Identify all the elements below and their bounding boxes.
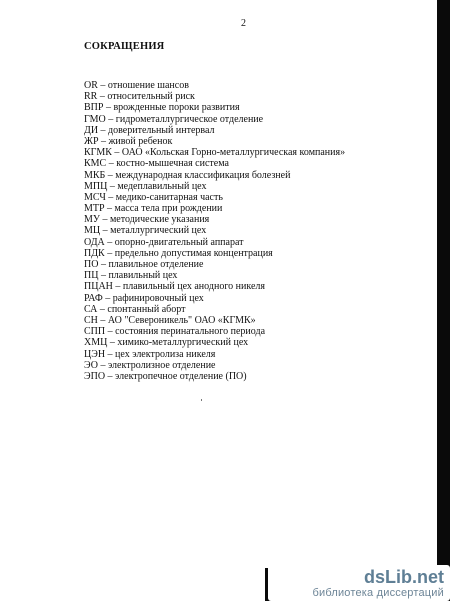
list-item: ОДА – опорно-двигательный аппарат [84, 236, 244, 248]
list-item: ЭПО – электропечное отделение (ПО) [84, 370, 247, 382]
list-item: ПДК – предельно допустимая концентрация [84, 247, 273, 259]
scan-border-right [437, 0, 450, 568]
list-item: OR – отношение шансов [84, 80, 189, 91]
list-item: RR – относительный риск [84, 91, 195, 103]
watermark-subtitle: библиотека диссертаций [312, 587, 444, 599]
watermark-logo: dsLib.net [364, 567, 444, 587]
watermark [268, 565, 450, 601]
page-number: 2 [241, 18, 246, 29]
list-item: ЖР – живой ребенок [84, 135, 173, 147]
list-item: КМС – костно-мышечная система [84, 158, 229, 170]
list-item: МТР – масса тела при рождении [84, 203, 223, 215]
list-item: ЭО – электролизное отделение [84, 359, 216, 371]
list-item: МУ – методические указания [84, 214, 210, 226]
list-item: СА – спонтанный аборт [84, 303, 186, 315]
abbreviations-list [84, 80, 345, 382]
list-item: МПЦ – медеплавильный цех [84, 180, 207, 192]
scan-speck [201, 399, 202, 401]
list-item: РАФ – рафинировочный цех [84, 292, 204, 304]
list-item: КГМК – ОАО «Кольская Горно-металлургическая компания» [84, 147, 346, 159]
list-item: СПП – состояния перинатального периода [84, 326, 266, 338]
list-item: ПО – плавильное отделение [84, 259, 204, 270]
list-item: ПЦ – плавильный цех [84, 270, 178, 282]
list-item: ДИ – доверительный интервал [84, 124, 215, 136]
list-item: МСЧ – медико-санитарная часть [84, 191, 223, 203]
list-item: ВПР – врожденные пороки развития [84, 102, 240, 114]
list-item: ХМЦ – химико-металлургический цех [84, 337, 249, 349]
list-item: МЦ – металлургический цех [84, 225, 207, 237]
list-item: СН – АО "Североникель" ОАО «КГМК» [84, 314, 256, 326]
list-item: ПЦАН – плавильный цех анодного никеля [84, 281, 266, 293]
list-item: ЦЭН – цех электролиза никеля [84, 348, 216, 360]
page-title: СОКРАЩЕНИЯ [84, 41, 165, 52]
list-item: МКБ – международная классификация болезней [84, 169, 291, 181]
list-item: ГМО – гидрометаллургическое отделение [84, 113, 264, 125]
